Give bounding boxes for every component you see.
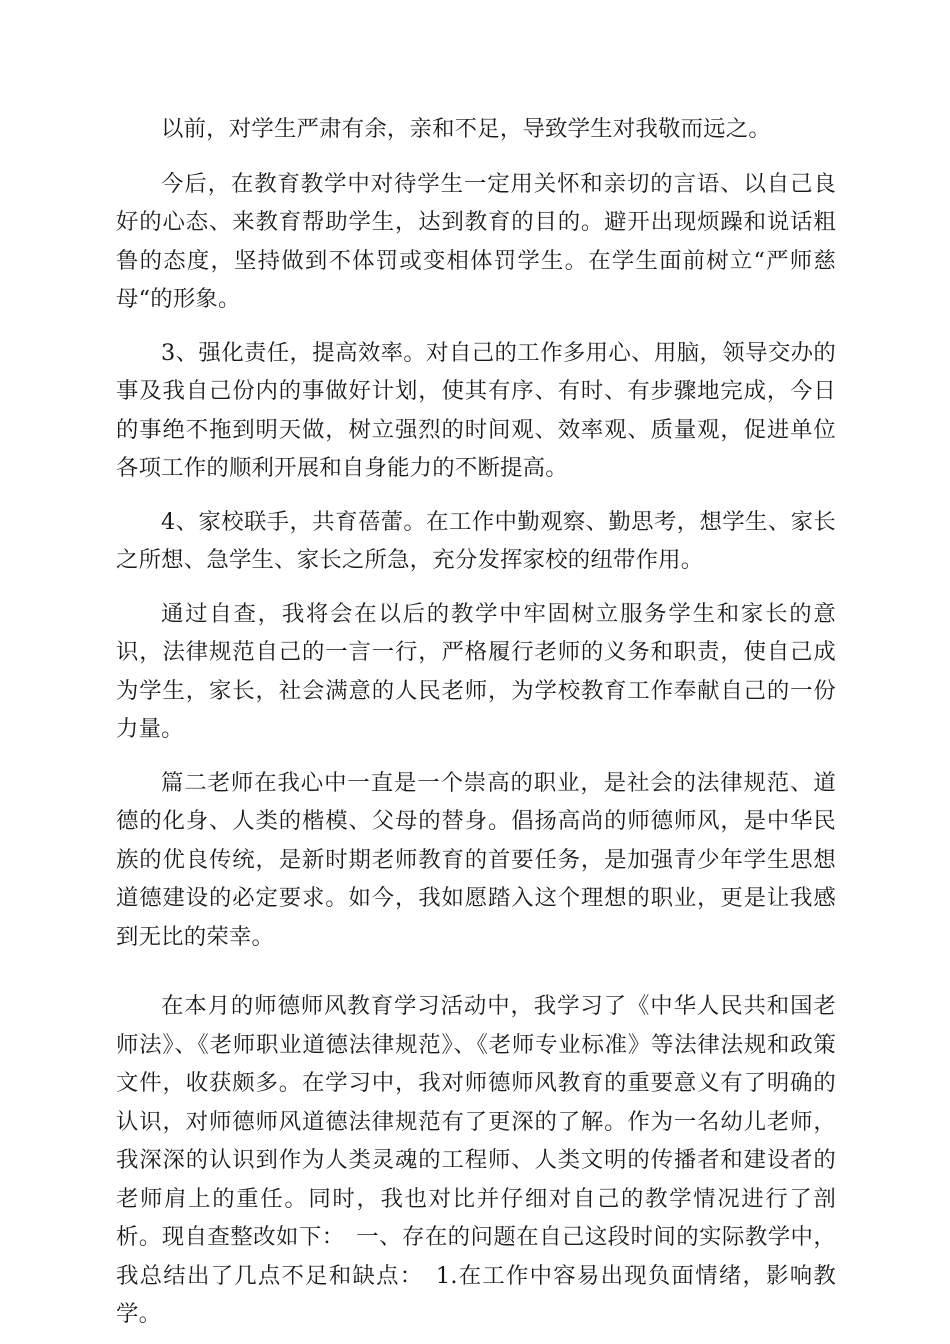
paragraph-3: 3、强化责任，提高效率。对自己的工作多用心、用脑，领导交办的事及我自己份内的事做好计划，使其有序、有时、有步骤地完成，今日的事绝不拖到明天做，树立强烈的时间观、效率观、质量观，促进单位各项工作的顺利开展和自身能力的不断提高。 — [116, 339, 836, 481]
paragraph-1: 以前，对学生严肃有余，亲和不足，导致学生对我敬而远之。 — [161, 116, 771, 142]
paragraph-6: 篇二老师在我心中一直是一个崇高的职业，是社会的法律规范、道德的化身、人类的楷模、父母的替身。倡扬高尚的师德师风，是中华民族的优良传统，是新时期老师教育的首要任务，是加强青少年学生思想道德建设的必定要求。如今，我如愿踏入这个理想的职业，更是让我感到无比的荣幸。 — [116, 769, 836, 950]
paragraph-2: 今后，在教育教学中对待学生一定用关怀和亲切的言语、以自己良好的心态、来教育帮助学生，达到教育的目的。避开出现烦躁和说话粗鲁的态度，坚持做到不体罚或变相体罚学生。在学生面前树立“严师慈母“的形象。 — [116, 170, 836, 312]
paragraph-7: 在本月的师德师风教育学习活动中，我学习了《中华人民共和国老师法》、《老师职业道德法律规范》、《老师专业标准》等法律法规和政策文件，收获颇多。在学习中，我对师德师风教育的重要意义有了明确的认识，对师德师风道德法律规范有了更深的了解。作为一名幼儿老师，我深深的认识到作为人类灵魂的工程师、人类文明的传播者和建设者的老师肩上的重任。同时，我也对比并仔细对自己的教学情况进行了剖析。现自查整改如下： 一、存在的问题在自己这段时间的实际教学中，我总结出了几点不足和缺点： 1.在工作中容易出现负面情绪，影响教学。 — [116, 993, 836, 1327]
paragraph-5: 通过自查，我将会在以后的教学中牢固树立服务学生和家长的意识，法律规范自己的一言一行，严格履行老师的义务和职责，使自己成为学生，家长，社会满意的人民老师，为学校教育工作奉献自己的一份力量。 — [116, 600, 836, 742]
paragraph-4: 4、家校联手，共育蓓蕾。在工作中勤观察、勤思考，想学生、家长之所想、急学生、家长之所急，充分发挥家校的纽带作用。 — [116, 508, 836, 573]
document-body — [116, 110, 836, 1334]
